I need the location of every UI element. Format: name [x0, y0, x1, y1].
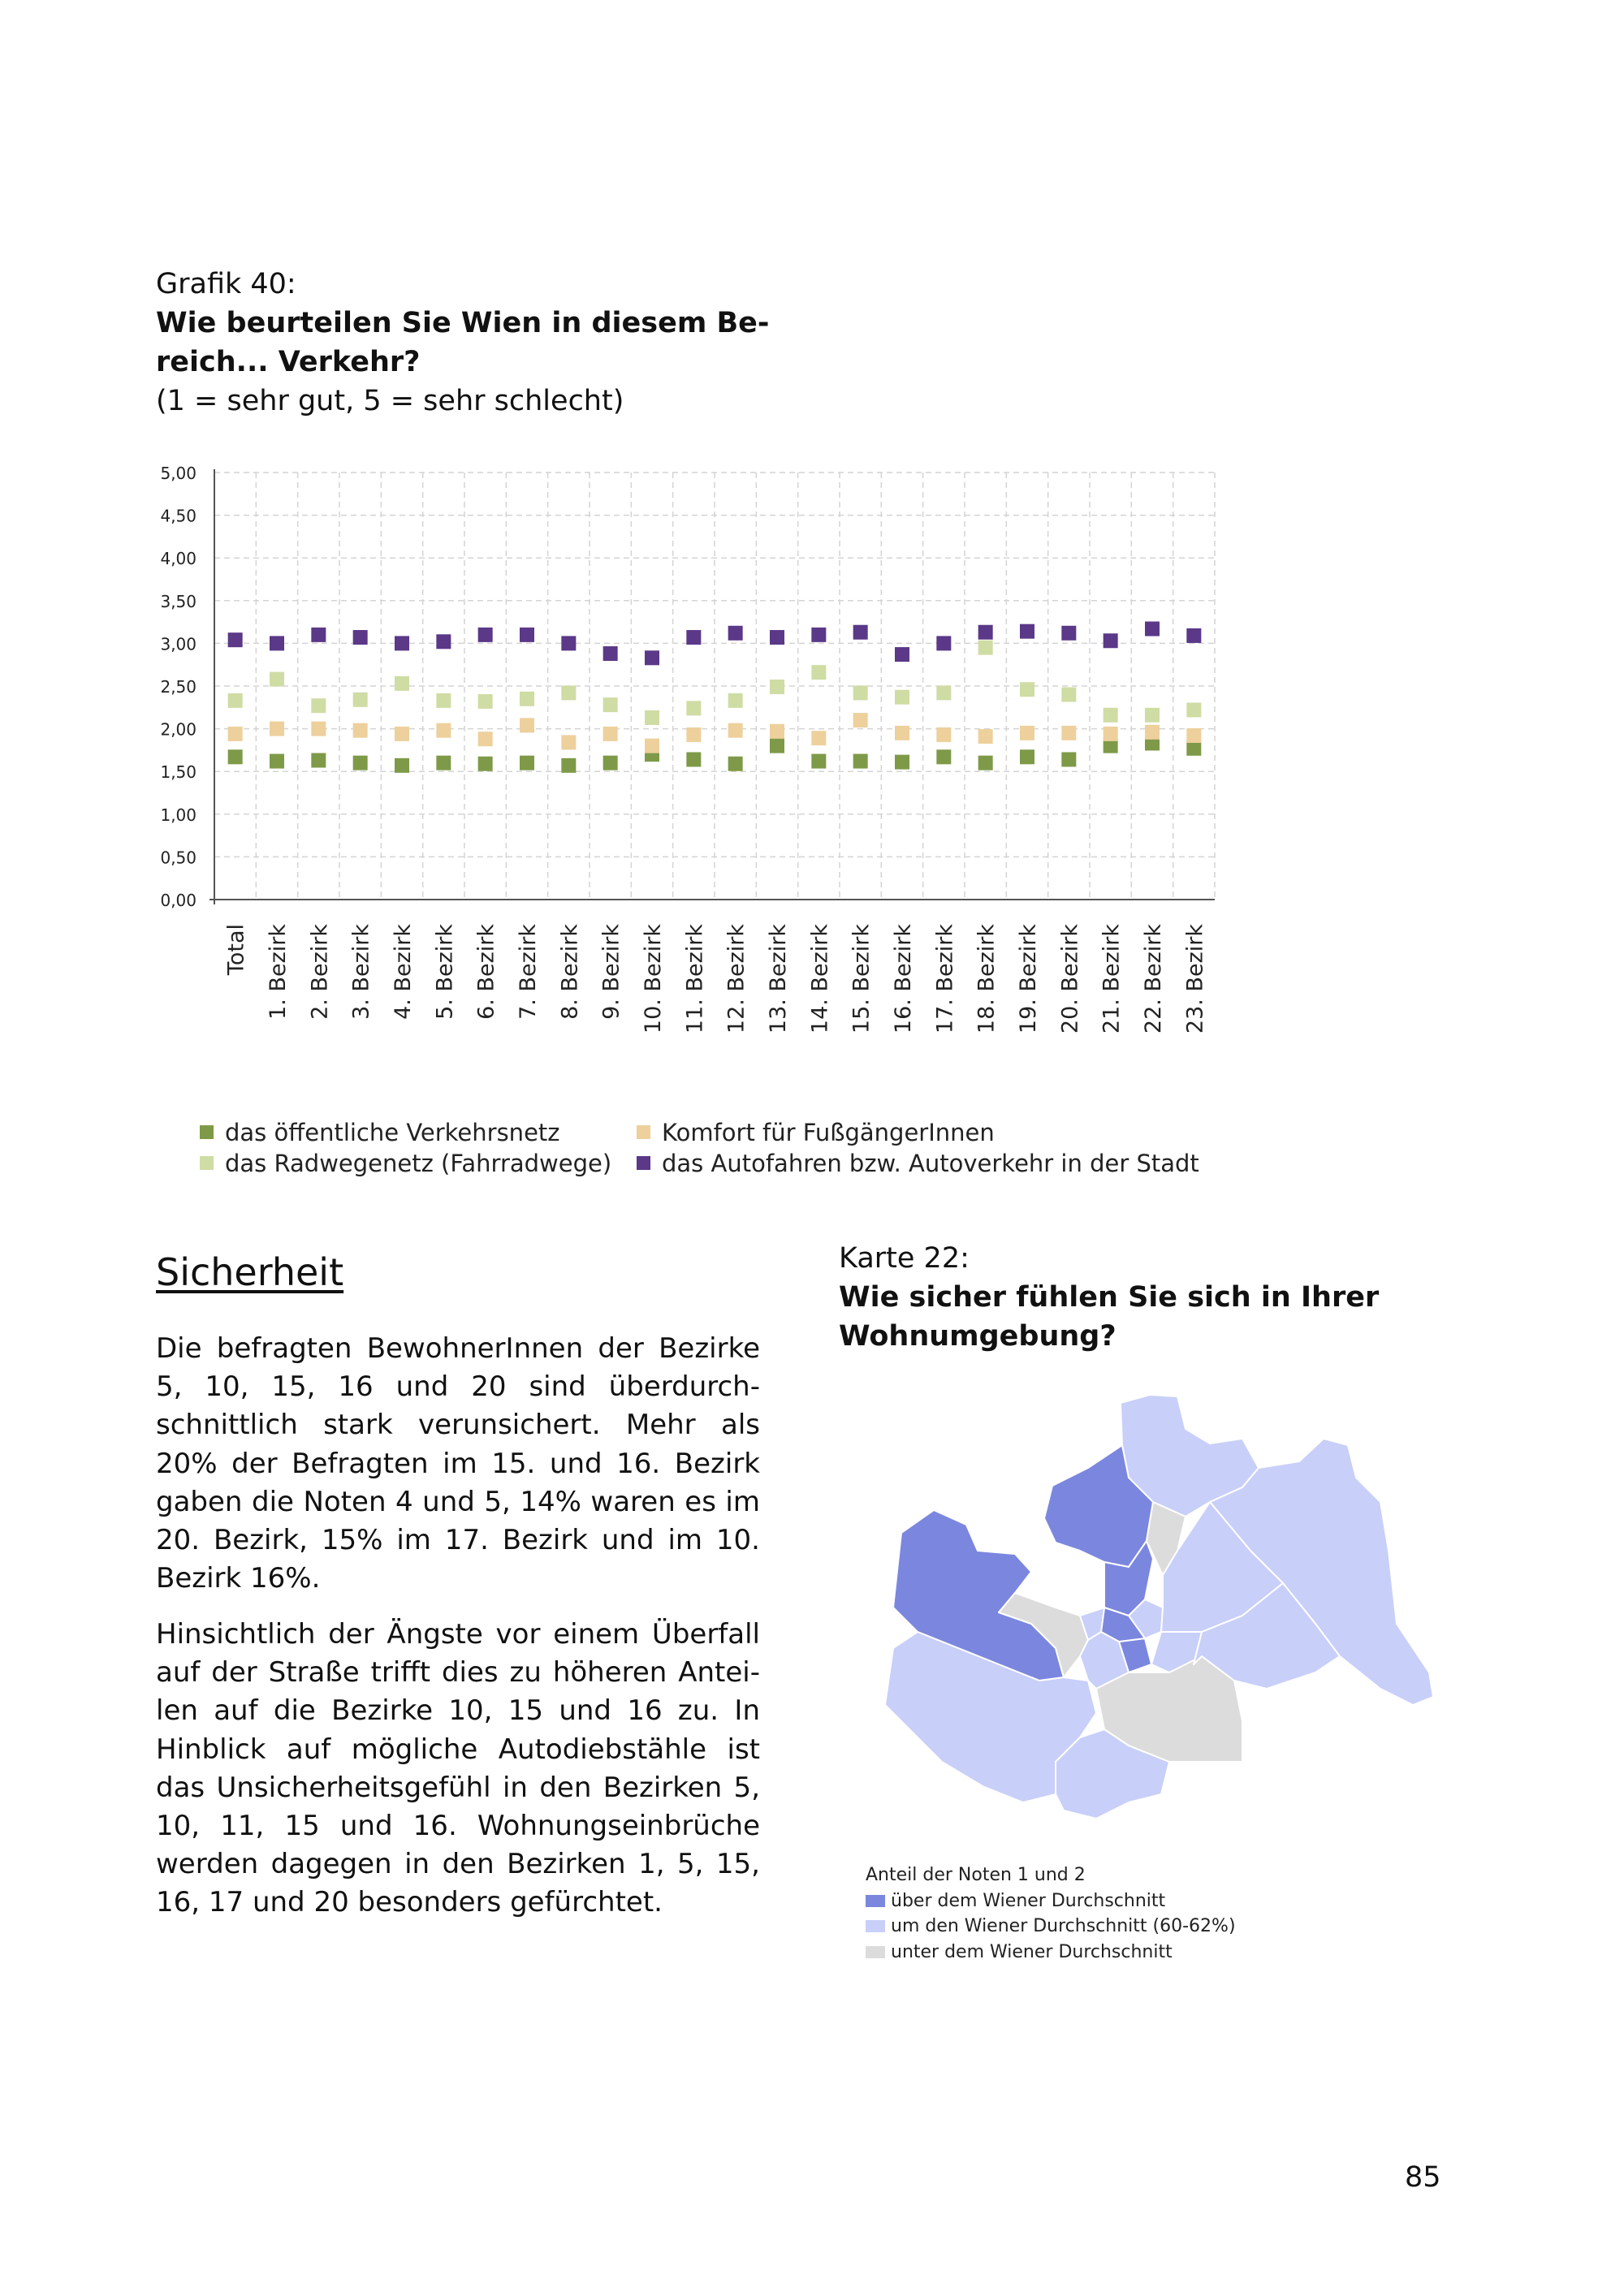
point-komfort-f-r-fu-g-ngerinnen: [228, 727, 243, 741]
chart-x-ticks: [224, 924, 1208, 1034]
point-das-autofahren-bzw-autoverkehr-in-der-stadt: [1020, 624, 1034, 639]
x-tick-label: 2. Bezirk: [307, 924, 333, 1020]
legend-swatch: [866, 1920, 885, 1932]
point-das-autofahren-bzw-autoverkehr-in-der-stadt: [311, 628, 326, 642]
map-legend: [866, 1862, 1236, 1965]
map-caption-title-line1: Wie sicher fühlen Sie sich in Ihrer: [839, 1281, 1380, 1314]
point-das-ffentliche-verkehrsnetz: [895, 755, 909, 770]
x-tick-label: 17. Bezirk: [932, 924, 958, 1034]
point-komfort-f-r-fu-g-ngerinnen: [811, 731, 826, 745]
point-komfort-f-r-fu-g-ngerinnen: [936, 727, 951, 742]
body-paragraph-2: Hinsichtlich der Ängste vor einem Überfall auf der Straße trifft dies zu höheren Antei-len auf die Bezirke 10, 15 und 16 zu. In Hinblick auf mögliche Autodiebstähle ist das Unsicherheitsgefühl in den Bezirken 5, 10, 11, 15 und 16. Wohnungseinbrüche werden dagegen in den Bezirken 1, 5, 15, 16, 17 und 20 besonders gefürchtet.: [156, 1618, 760, 1919]
point-das-ffentliche-verkehrsnetz: [978, 756, 993, 770]
point-das-radwegenetz-fahrradwege-: [1104, 708, 1118, 723]
point-das-ffentliche-verkehrsnetz: [311, 753, 326, 768]
x-tick-label: Total: [223, 924, 249, 976]
y-tick-label: 0,50: [160, 848, 197, 868]
point-das-autofahren-bzw-autoverkehr-in-der-stadt: [353, 630, 368, 645]
point-das-autofahren-bzw-autoverkehr-in-der-stadt: [811, 628, 826, 642]
x-tick-label: 16. Bezirk: [891, 924, 916, 1034]
chart-axes: [209, 469, 1215, 904]
point-das-radwegenetz-fahrradwege-: [561, 685, 576, 700]
section-heading: Sicherheit: [156, 1250, 344, 1294]
x-tick-label: 23. Bezirk: [1182, 924, 1208, 1034]
point-komfort-f-r-fu-g-ngerinnen: [436, 723, 451, 738]
point-das-radwegenetz-fahrradwege-: [603, 697, 618, 712]
point-das-ffentliche-verkehrsnetz: [228, 749, 243, 764]
map-caption-title-line2: Wohnumgebung?: [839, 1320, 1116, 1353]
y-tick-label: 4,00: [160, 549, 197, 569]
point-das-radwegenetz-fahrradwege-: [645, 710, 659, 725]
point-das-autofahren-bzw-autoverkehr-in-der-stadt: [853, 625, 868, 640]
point-das-ffentliche-verkehrsnetz: [436, 756, 451, 770]
point-komfort-f-r-fu-g-ngerinnen: [895, 726, 909, 740]
point-komfort-f-r-fu-g-ngerinnen: [395, 727, 409, 741]
point-das-ffentliche-verkehrsnetz: [811, 754, 826, 769]
point-komfort-f-r-fu-g-ngerinnen: [1020, 726, 1034, 740]
legend-swatch: [637, 1156, 650, 1170]
point-das-autofahren-bzw-autoverkehr-in-der-stadt: [1145, 622, 1160, 637]
chart-grid: [214, 473, 1215, 900]
chart-scale-note: (1 = sehr gut, 5 = sehr schlecht): [156, 385, 624, 417]
point-das-autofahren-bzw-autoverkehr-in-der-stadt: [270, 636, 284, 650]
legend-item-radwegenetz: [200, 1150, 611, 1177]
x-tick-label: 14. Bezirk: [807, 924, 833, 1034]
point-das-autofahren-bzw-autoverkehr-in-der-stadt: [728, 626, 743, 641]
x-tick-label: 9. Bezirk: [598, 924, 624, 1020]
y-tick-label: 1,50: [160, 762, 197, 783]
point-das-ffentliche-verkehrsnetz: [936, 749, 951, 764]
point-komfort-f-r-fu-g-ngerinnen: [978, 729, 993, 744]
point-komfort-f-r-fu-g-ngerinnen: [520, 718, 534, 732]
y-tick-label: 0,00: [160, 891, 197, 910]
point-das-ffentliche-verkehrsnetz: [686, 752, 701, 766]
chart-legend: [200, 1119, 1337, 1184]
point-das-radwegenetz-fahrradwege-: [478, 694, 493, 709]
point-das-ffentliche-verkehrsnetz: [520, 756, 534, 770]
rating-chart: [0, 0, 1624, 1080]
point-das-autofahren-bzw-autoverkehr-in-der-stadt: [936, 636, 951, 650]
map-caption: [839, 1239, 1440, 1356]
x-tick-label: 10. Bezirk: [641, 924, 666, 1034]
y-tick-label: 2,00: [160, 719, 197, 740]
x-tick-label: 12. Bezirk: [723, 924, 749, 1034]
map-legend-item-below: [866, 1940, 1236, 1966]
vienna-district-map: [861, 1380, 1445, 1835]
legend-swatch: [637, 1125, 650, 1139]
legend-swatch: [866, 1895, 885, 1907]
point-das-autofahren-bzw-autoverkehr-in-der-stadt: [478, 628, 493, 642]
point-das-radwegenetz-fahrradwege-: [436, 693, 451, 708]
point-das-radwegenetz-fahrradwege-: [270, 672, 284, 687]
point-das-autofahren-bzw-autoverkehr-in-der-stadt: [228, 632, 243, 647]
point-das-ffentliche-verkehrsnetz: [353, 756, 368, 770]
map-caption-label: Karte 22:: [839, 1242, 970, 1275]
x-tick-label: 7. Bezirk: [516, 924, 541, 1020]
point-das-radwegenetz-fahrradwege-: [1145, 708, 1160, 723]
point-das-radwegenetz-fahrradwege-: [1020, 682, 1034, 697]
point-komfort-f-r-fu-g-ngerinnen: [270, 722, 284, 736]
chart-caption-title-line1: Wie beurteilen Sie Wien in diesem Be-: [156, 307, 770, 339]
map-legend-title: Anteil der Noten 1 und 2: [866, 1865, 1086, 1885]
point-das-radwegenetz-fahrradwege-: [686, 701, 701, 715]
x-tick-label: 6. Bezirk: [473, 924, 499, 1020]
point-das-autofahren-bzw-autoverkehr-in-der-stadt: [561, 636, 576, 650]
point-das-ffentliche-verkehrsnetz: [270, 754, 284, 769]
point-komfort-f-r-fu-g-ngerinnen: [311, 722, 326, 736]
point-das-radwegenetz-fahrradwege-: [311, 698, 326, 713]
point-das-radwegenetz-fahrradwege-: [520, 692, 534, 706]
point-das-radwegenetz-fahrradwege-: [1061, 688, 1076, 702]
y-tick-label: 3,50: [160, 591, 197, 611]
legend-label: Komfort für FußgängerInnen: [662, 1119, 995, 1146]
x-tick-label: 1. Bezirk: [266, 924, 291, 1020]
point-das-radwegenetz-fahrradwege-: [395, 676, 409, 691]
map-legend-label: über dem Wiener Durchschnitt: [891, 1890, 1166, 1911]
y-tick-label: 3,00: [160, 634, 197, 654]
point-das-autofahren-bzw-autoverkehr-in-der-stadt: [645, 650, 659, 665]
point-komfort-f-r-fu-g-ngerinnen: [770, 724, 784, 739]
x-tick-label: 11. Bezirk: [682, 924, 708, 1034]
point-komfort-f-r-fu-g-ngerinnen: [603, 727, 618, 741]
x-tick-label: 22. Bezirk: [1141, 924, 1166, 1034]
legend-item-autoverkehr: [637, 1150, 1199, 1177]
point-komfort-f-r-fu-g-ngerinnen: [686, 727, 701, 742]
point-das-autofahren-bzw-autoverkehr-in-der-stadt: [520, 628, 534, 642]
legend-swatch: [200, 1156, 214, 1170]
map-legend-label: unter dem Wiener Durchschnitt: [891, 1941, 1173, 1962]
x-tick-label: 3. Bezirk: [348, 924, 374, 1020]
point-das-ffentliche-verkehrsnetz: [1061, 752, 1076, 766]
point-das-autofahren-bzw-autoverkehr-in-der-stadt: [686, 630, 701, 645]
point-komfort-f-r-fu-g-ngerinnen: [1104, 727, 1118, 741]
legend-item-komfort-fussgaenger: [637, 1119, 995, 1146]
point-das-radwegenetz-fahrradwege-: [936, 685, 951, 700]
point-das-radwegenetz-fahrradwege-: [353, 693, 368, 707]
map-legend-label: um den Wiener Durchschnitt (60-62%): [891, 1916, 1236, 1936]
point-das-radwegenetz-fahrradwege-: [228, 693, 243, 708]
map-legend-item-average: [866, 1914, 1236, 1940]
y-tick-label: 4,50: [160, 506, 197, 526]
page-number: 85: [1405, 2161, 1441, 2194]
point-das-autofahren-bzw-autoverkehr-in-der-stadt: [895, 647, 909, 662]
map-legend-item-above: [866, 1888, 1236, 1914]
point-komfort-f-r-fu-g-ngerinnen: [561, 735, 576, 749]
point-das-autofahren-bzw-autoverkehr-in-der-stadt: [770, 630, 784, 645]
chart-y-ticks: [160, 464, 197, 910]
legend-item-oeffentliches-verkehrsnetz: [200, 1119, 560, 1146]
point-das-radwegenetz-fahrradwege-: [728, 693, 743, 708]
legend-swatch: [866, 1946, 885, 1958]
y-tick-label: 2,50: [160, 677, 197, 697]
x-tick-label: 5. Bezirk: [432, 924, 458, 1020]
x-tick-label: 4. Bezirk: [391, 924, 416, 1020]
point-komfort-f-r-fu-g-ngerinnen: [1061, 726, 1076, 740]
point-das-radwegenetz-fahrradwege-: [770, 680, 784, 694]
legend-swatch: [200, 1125, 214, 1139]
point-das-autofahren-bzw-autoverkehr-in-der-stadt: [1104, 633, 1118, 648]
legend-label: das öffentliche Verkehrsnetz: [225, 1119, 560, 1146]
point-das-ffentliche-verkehrsnetz: [1186, 741, 1201, 756]
chart-caption-title-line2: reich... Verkehr?: [156, 346, 421, 378]
legend-label: das Radwegenetz (Fahrradwege): [225, 1150, 612, 1177]
point-komfort-f-r-fu-g-ngerinnen: [1145, 725, 1160, 740]
point-komfort-f-r-fu-g-ngerinnen: [478, 732, 493, 746]
y-tick-label: 5,00: [160, 464, 197, 483]
legend-label: das Autofahren bzw. Autoverkehr in der Stadt: [662, 1150, 1199, 1177]
point-das-ffentliche-verkehrsnetz: [478, 757, 493, 771]
point-das-ffentliche-verkehrsnetz: [395, 758, 409, 773]
point-das-ffentliche-verkehrsnetz: [561, 758, 576, 773]
body-paragraph-1: Die befragten BewohnerInnen der Bezirke 5, 10, 15, 16 und 20 sind überdurch-schnittlich stark verunsichert. Mehr als 20% der Befragten im 15. und 16. Bezirk gaben die Noten 4 und 5, 14% waren es im 20. Bezirk, 15% im 17. Bezirk und im 10. Bezirk 16%.: [156, 1332, 760, 1595]
x-tick-label: 8. Bezirk: [557, 924, 583, 1020]
point-das-autofahren-bzw-autoverkehr-in-der-stadt: [978, 625, 993, 640]
x-tick-label: 21. Bezirk: [1099, 924, 1125, 1034]
chart-caption-label: Grafik 40:: [156, 268, 296, 300]
point-das-radwegenetz-fahrradwege-: [895, 690, 909, 705]
x-tick-label: 13. Bezirk: [766, 924, 791, 1034]
point-komfort-f-r-fu-g-ngerinnen: [728, 723, 743, 738]
x-tick-label: 20. Bezirk: [1057, 924, 1083, 1034]
x-tick-label: 15. Bezirk: [849, 924, 875, 1034]
point-das-ffentliche-verkehrsnetz: [1020, 749, 1034, 764]
point-das-ffentliche-verkehrsnetz: [728, 757, 743, 771]
point-das-ffentliche-verkehrsnetz: [603, 756, 618, 770]
y-tick-label: 1,00: [160, 805, 197, 825]
point-komfort-f-r-fu-g-ngerinnen: [353, 723, 368, 738]
point-komfort-f-r-fu-g-ngerinnen: [645, 739, 659, 753]
point-das-autofahren-bzw-autoverkehr-in-der-stadt: [1061, 626, 1076, 641]
x-tick-label: 19. Bezirk: [1016, 924, 1041, 1034]
point-das-radwegenetz-fahrradwege-: [978, 641, 993, 655]
point-das-radwegenetz-fahrradwege-: [853, 685, 868, 700]
point-das-ffentliche-verkehrsnetz: [853, 754, 868, 769]
x-tick-label: 18. Bezirk: [974, 924, 1000, 1034]
point-das-autofahren-bzw-autoverkehr-in-der-stadt: [436, 634, 451, 649]
point-das-ffentliche-verkehrsnetz: [770, 739, 784, 753]
point-das-autofahren-bzw-autoverkehr-in-der-stadt: [1186, 628, 1201, 643]
point-das-radwegenetz-fahrradwege-: [1186, 702, 1201, 717]
point-das-autofahren-bzw-autoverkehr-in-der-stadt: [395, 636, 409, 650]
point-das-autofahren-bzw-autoverkehr-in-der-stadt: [603, 646, 618, 661]
point-das-radwegenetz-fahrradwege-: [811, 665, 826, 680]
point-komfort-f-r-fu-g-ngerinnen: [853, 713, 868, 727]
point-komfort-f-r-fu-g-ngerinnen: [1186, 728, 1201, 743]
